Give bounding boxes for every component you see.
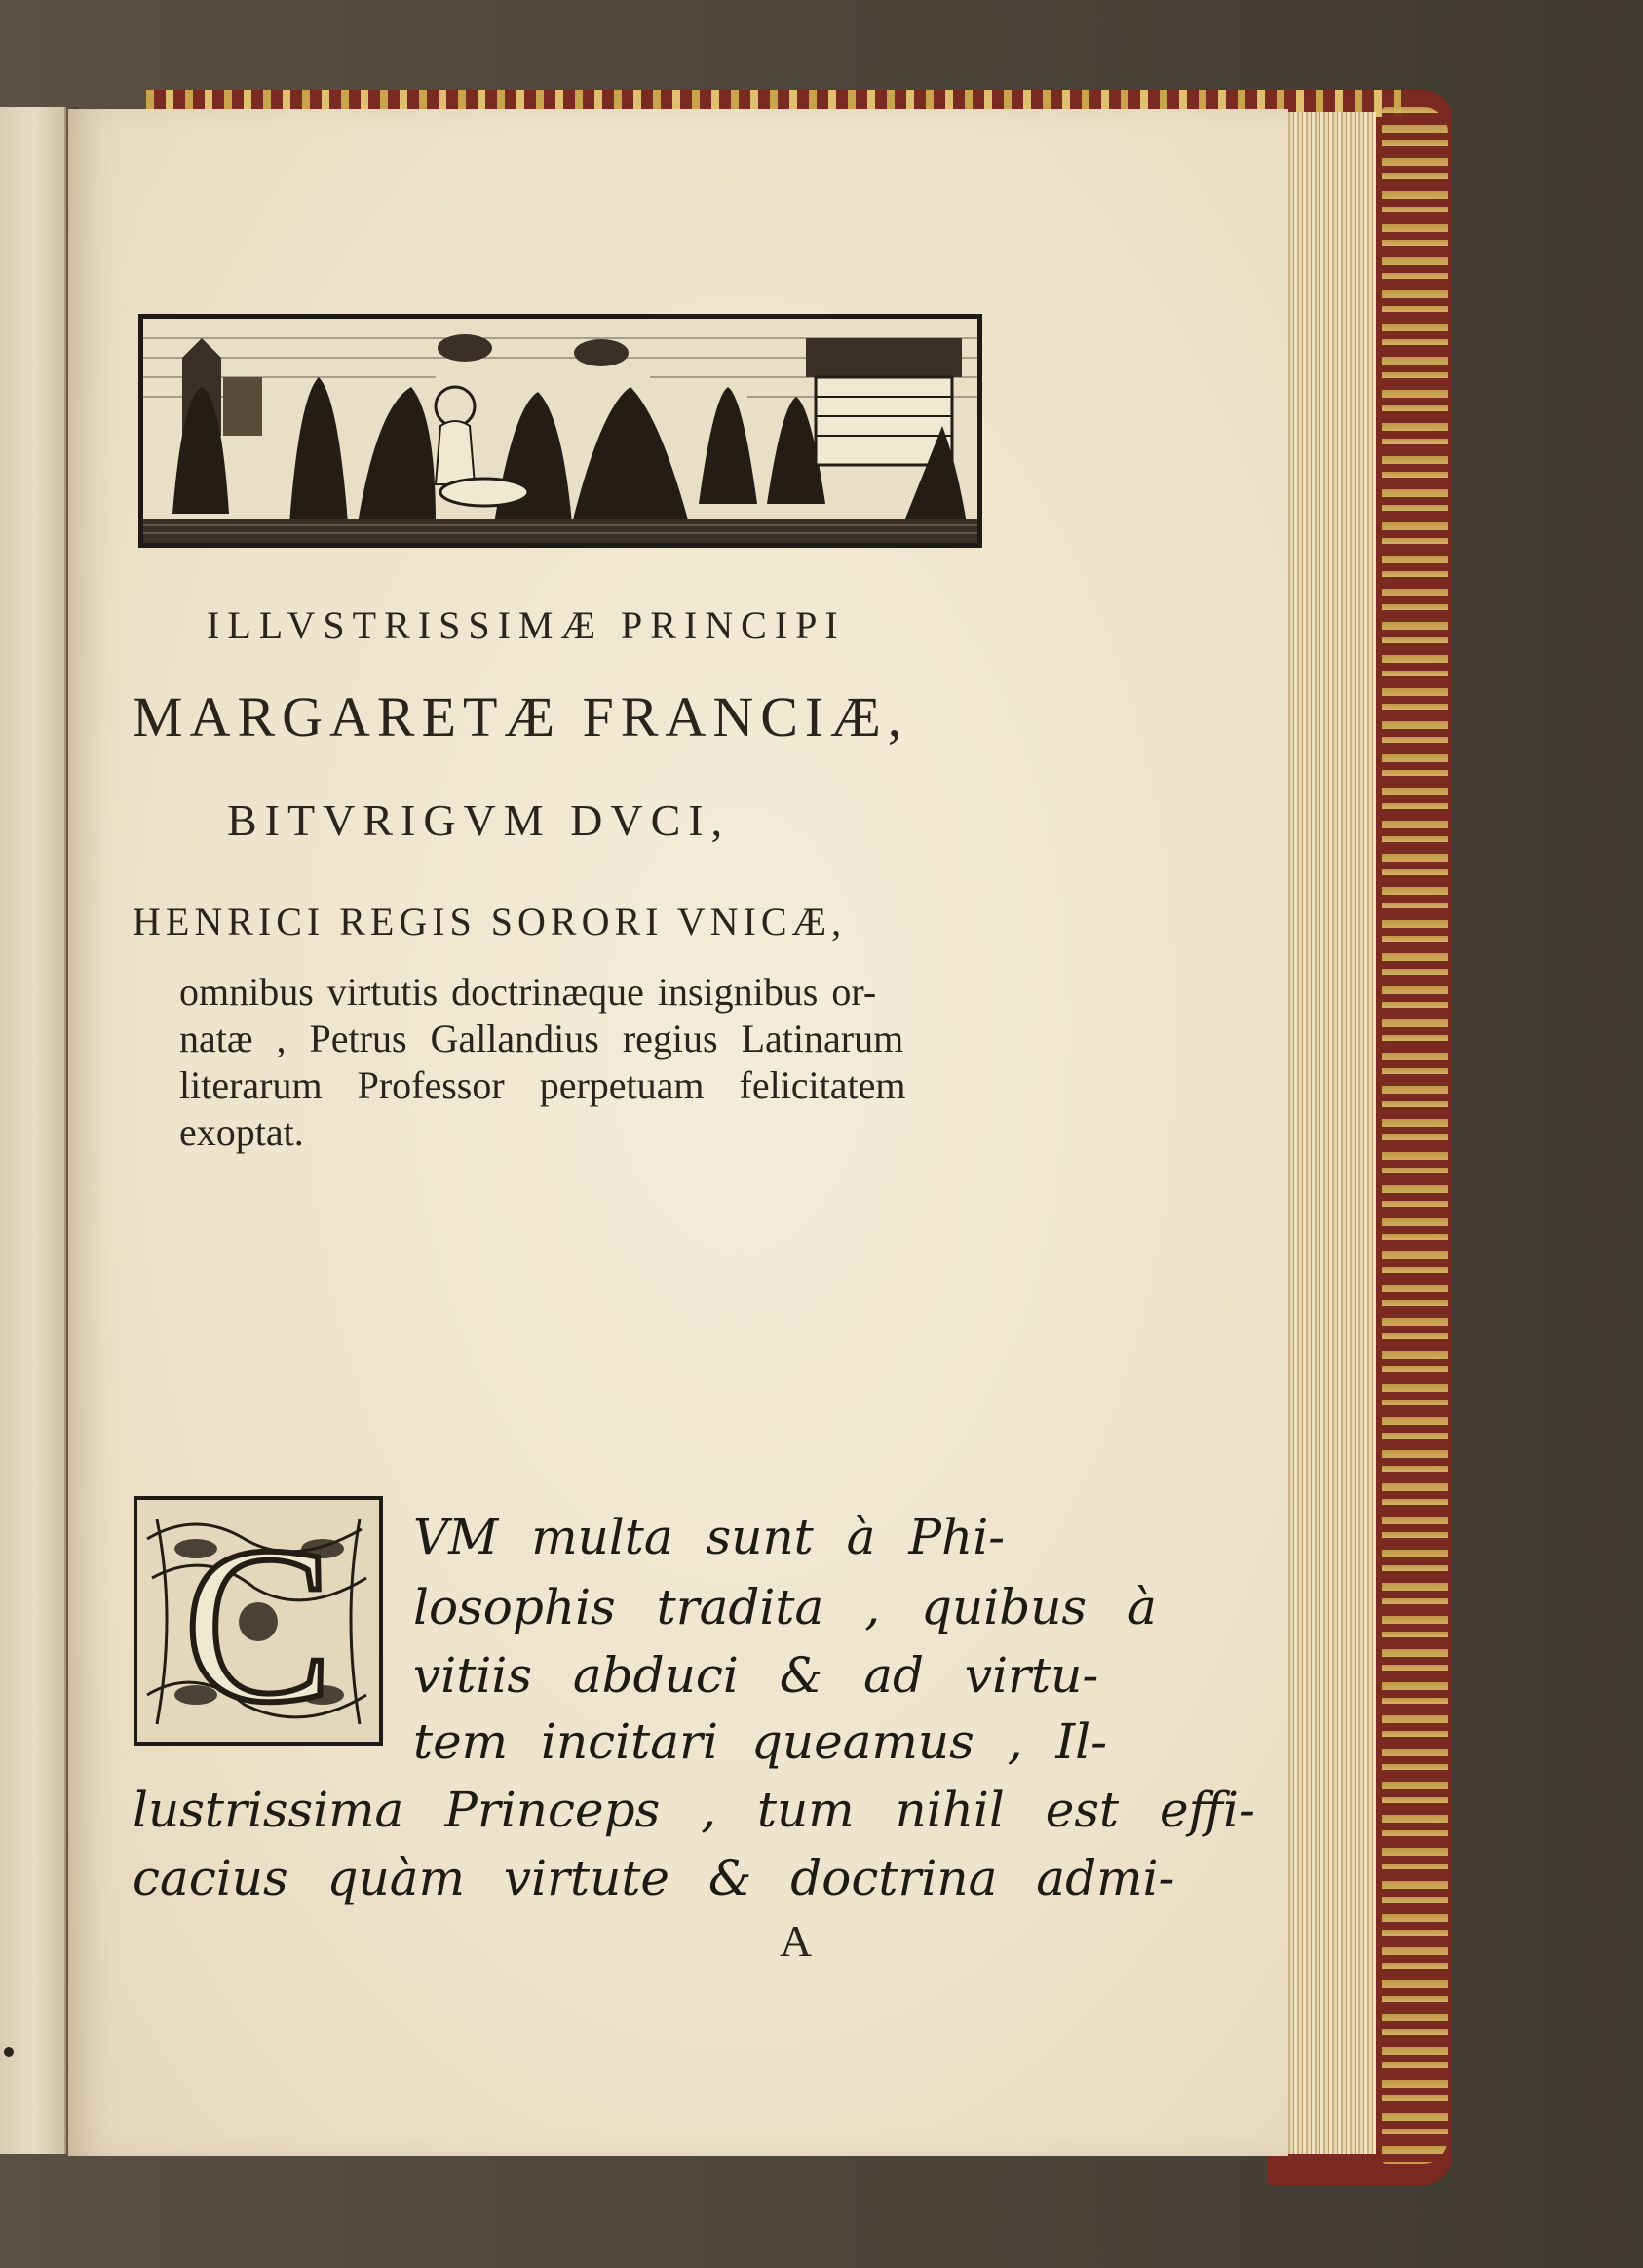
previous-page-edge bbox=[0, 107, 67, 2154]
text-line: cacius quàm virtute & doctrina admi- bbox=[133, 1850, 1175, 1906]
text-line: VM multa sunt à Phi- bbox=[413, 1509, 1006, 1565]
text-line: losophis tradita , quibus à bbox=[413, 1579, 1157, 1635]
initial-letter: C bbox=[183, 1500, 333, 1742]
gilt-side-border bbox=[1382, 107, 1448, 2164]
dedication-line-1: ILLVSTRISSIMÆ PRINCIPI bbox=[207, 603, 846, 647]
ink-dot bbox=[4, 2047, 14, 2057]
text-line: lustrissima Princeps , tum nihil est effi- bbox=[133, 1782, 1255, 1838]
text-line: vitiis abduci & ad virtu- bbox=[413, 1647, 1099, 1704]
dedication-body-line: natæ , Petrus Gallandius regius Latinarum bbox=[179, 1017, 904, 1060]
dedication-name: MARGARETÆ FRANCIÆ, bbox=[133, 685, 909, 749]
page-block-edge bbox=[1288, 112, 1376, 2154]
dedication-body-line: omnibus virtutis doctrinæque insignibus or- bbox=[179, 970, 877, 1014]
woodcut-illustration bbox=[138, 314, 982, 548]
dedication-title: BITVRIGVM DVCI, bbox=[227, 795, 731, 845]
dedication-body-line: exoptat. bbox=[179, 1110, 304, 1154]
text-line: tem incitari queamus , Il- bbox=[413, 1713, 1108, 1770]
dedication-body-line: literarum Professor perpetuam felicitatem bbox=[179, 1063, 906, 1107]
dedication-line-4: HENRICI REGIS SORORI VNICÆ, bbox=[133, 900, 847, 943]
signature-mark: A bbox=[780, 1916, 813, 1966]
decorated-initial bbox=[134, 1496, 383, 1746]
